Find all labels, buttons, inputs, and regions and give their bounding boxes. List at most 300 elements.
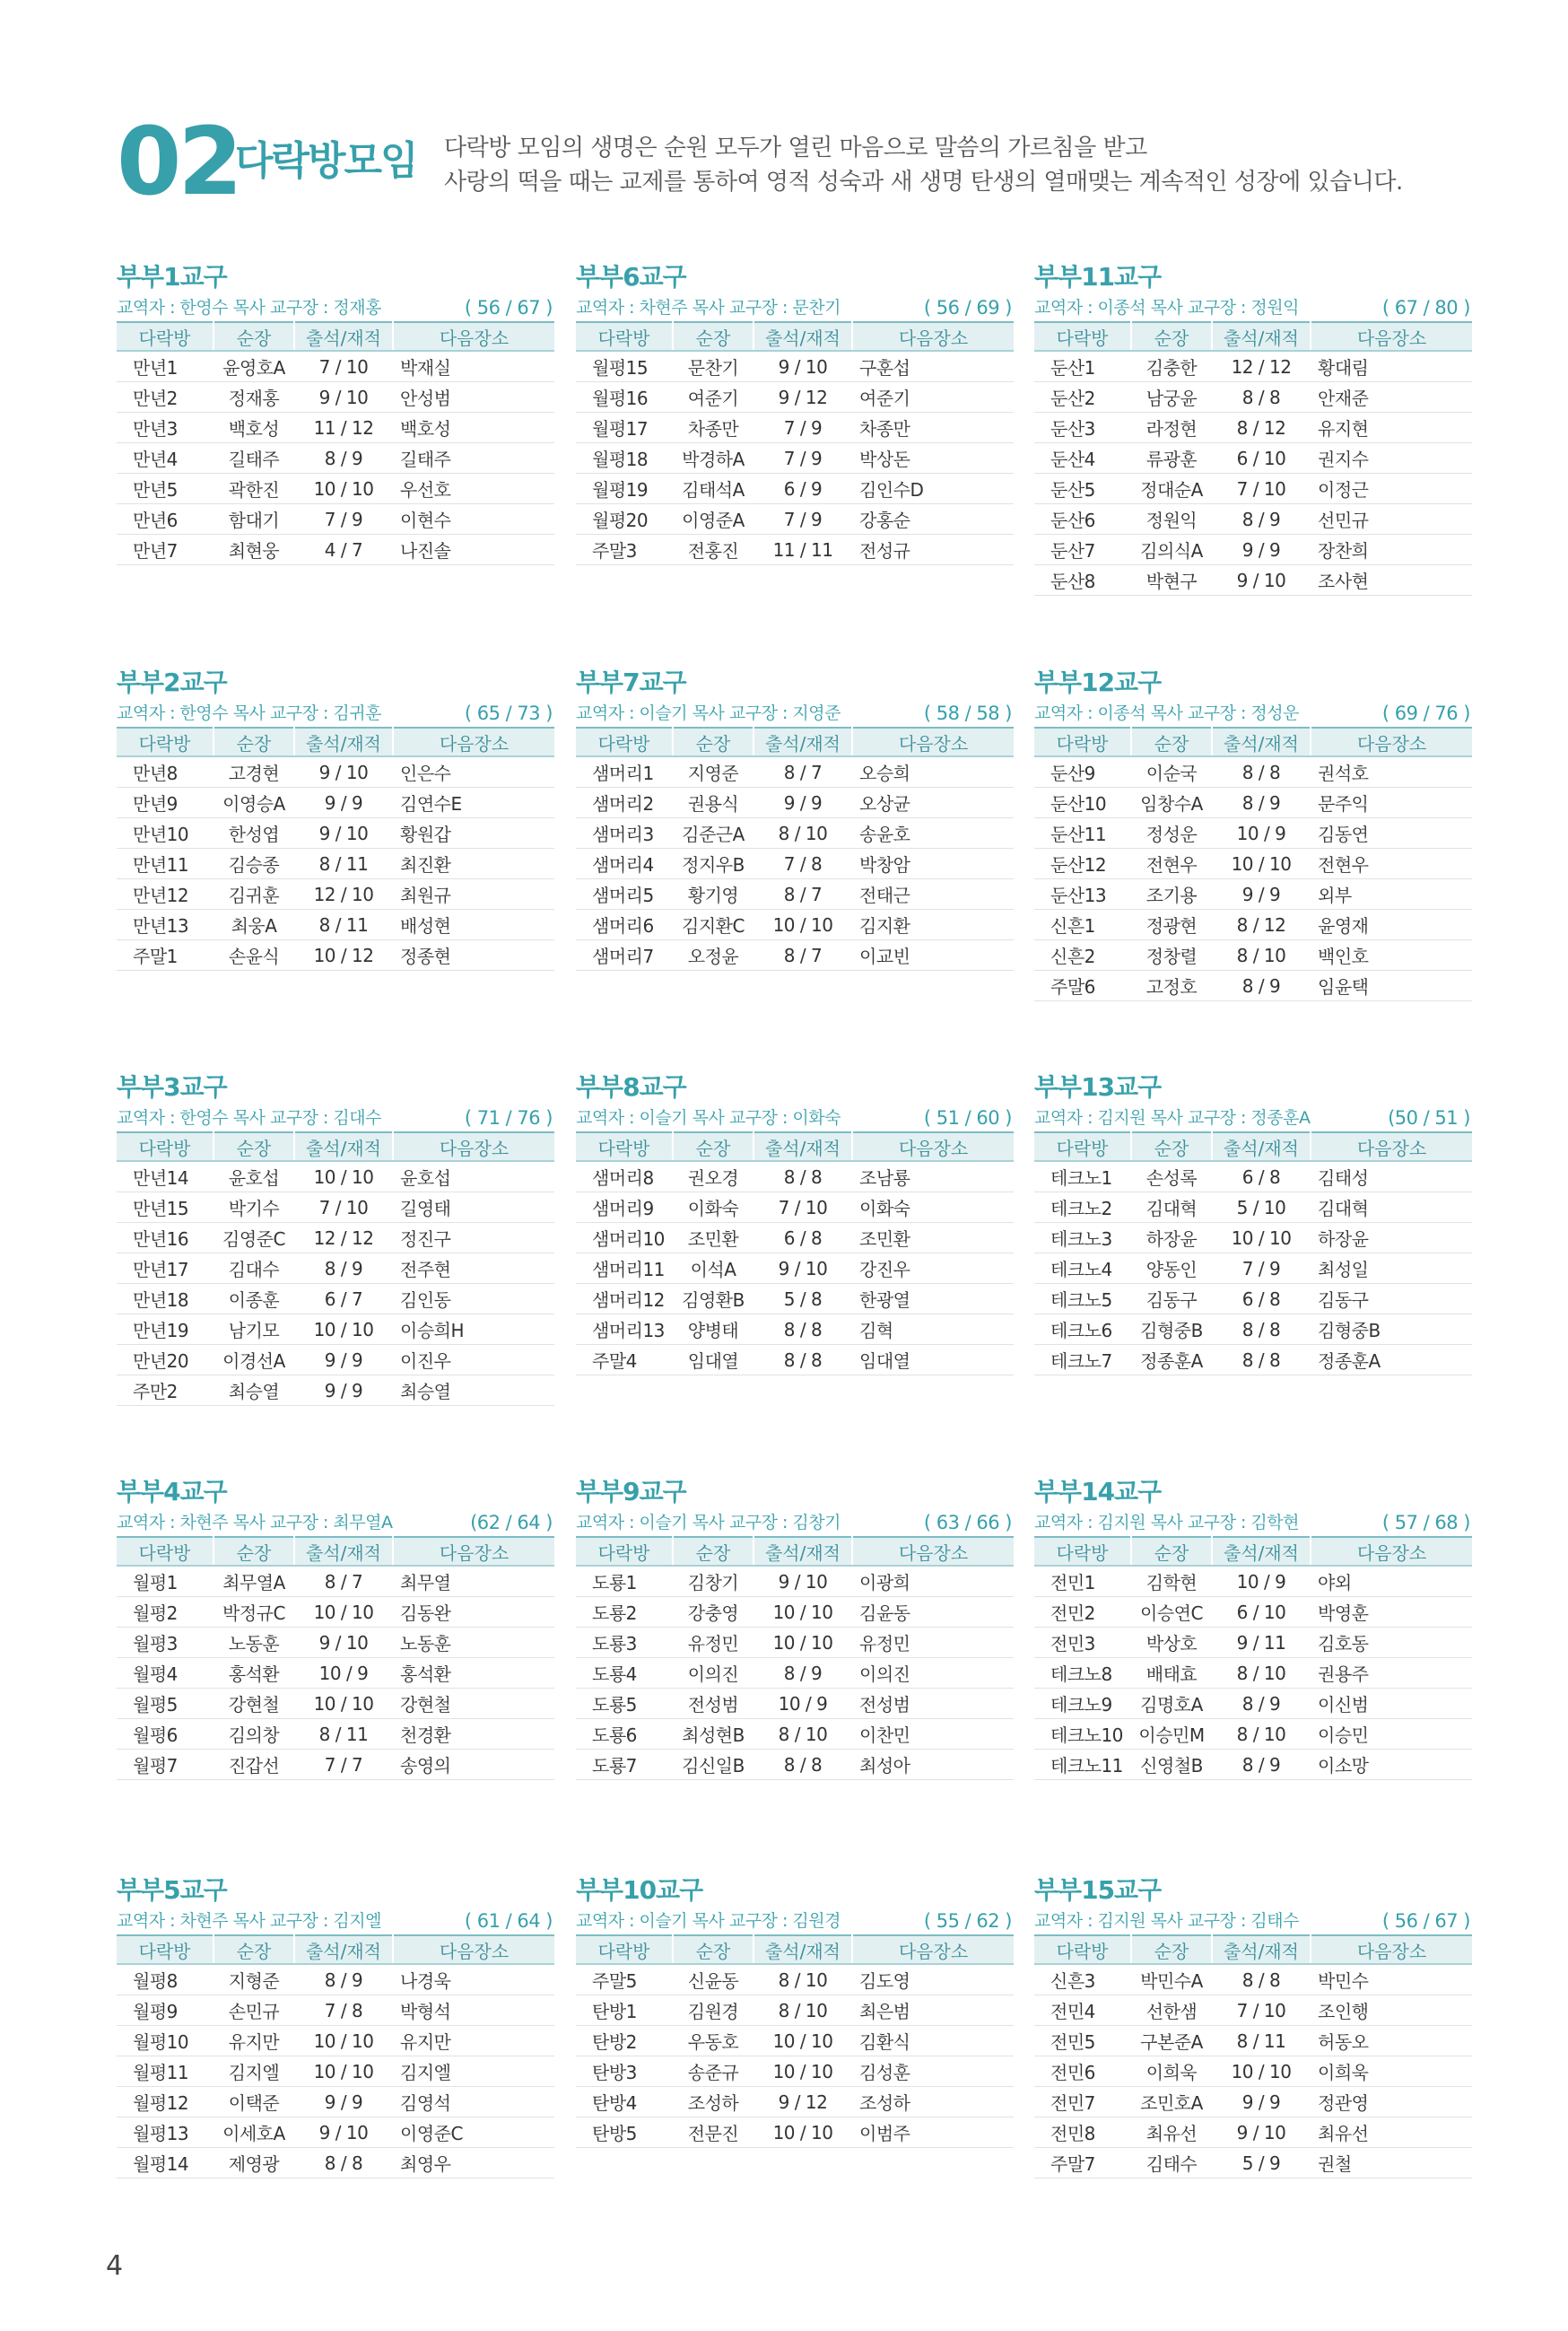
room-cell: 테크노4 — [1034, 1253, 1131, 1284]
next-venue-cell: 박영훈 — [1311, 1597, 1472, 1628]
attendance-cell: 10 / 10 — [294, 1314, 393, 1345]
leader-cell: 조성하 — [673, 2087, 754, 2117]
next-venue-cell: 이영준C — [393, 2117, 554, 2148]
column-header: 출석/재적 — [754, 1537, 852, 1566]
room-cell: 만년19 — [117, 1314, 213, 1345]
leader-cell: 김귀훈 — [213, 879, 294, 910]
next-venue-cell: 김호동 — [1311, 1628, 1472, 1658]
column-header: 출석/재적 — [1212, 1132, 1311, 1161]
room-cell: 전민6 — [1034, 2056, 1131, 2087]
leader-cell: 이의진 — [673, 1658, 754, 1689]
group-meta — [117, 294, 554, 321]
attendance-cell: 10 / 9 — [1212, 818, 1311, 849]
leader-cell: 김영준C — [213, 1223, 294, 1253]
table-row — [117, 879, 554, 910]
table-row — [576, 940, 1014, 971]
leader-cell: 임대열 — [673, 1345, 754, 1375]
group-table — [117, 321, 554, 565]
attendance-cell: 7 / 9 — [1212, 1253, 1311, 1284]
attendance-cell: 8 / 11 — [294, 910, 393, 940]
group-staff: 교역자 : 김지원 목사 교구장 : 김태수 — [1034, 1911, 1299, 1931]
leader-cell: 김태석A — [673, 474, 754, 504]
next-venue-cell: 김인수D — [852, 474, 1014, 504]
column-header: 다음장소 — [393, 1537, 554, 1566]
group-title: 부부7교구 — [576, 668, 686, 697]
attendance-cell: 8 / 7 — [754, 879, 852, 910]
leader-cell: 박상호 — [1131, 1628, 1212, 1658]
next-venue-cell: 조민환 — [852, 1223, 1014, 1253]
table-row — [576, 351, 1014, 382]
group-staff: 교역자 : 이종석 목사 교구장 : 정성운 — [1034, 703, 1299, 723]
next-venue-cell: 강진우 — [852, 1253, 1014, 1284]
table-row — [117, 788, 554, 818]
group-block — [1034, 260, 1472, 596]
table-row — [576, 1161, 1014, 1192]
group-block — [1034, 666, 1472, 1001]
column-header: 다음장소 — [852, 728, 1014, 756]
leader-cell: 김원경 — [673, 1995, 754, 2026]
group-staff: 교역자 : 한영수 목사 교구장 : 정재홍 — [117, 298, 381, 318]
next-venue-cell: 윤호섭 — [393, 1161, 554, 1192]
table-row — [576, 1750, 1014, 1780]
attendance-cell: 11 / 12 — [294, 413, 393, 443]
column-header: 다락방 — [117, 728, 213, 756]
table-row — [1034, 443, 1472, 474]
group-block — [576, 260, 1014, 565]
group-block — [117, 666, 554, 971]
table-header-row — [1034, 1537, 1472, 1566]
next-venue-cell: 정종훈A — [1311, 1345, 1472, 1375]
next-venue-cell: 천경환 — [393, 1719, 554, 1750]
leader-cell: 제영광 — [213, 2148, 294, 2178]
table-row — [117, 1192, 554, 1223]
column-header: 다음장소 — [1311, 1537, 1472, 1566]
next-venue-cell: 이소망 — [1311, 1750, 1472, 1780]
room-cell: 만년6 — [117, 504, 213, 535]
column-header: 순장 — [673, 728, 754, 756]
room-cell: 월평12 — [117, 2087, 213, 2117]
room-cell: 둔산3 — [1034, 413, 1131, 443]
column-header: 출석/재적 — [1212, 1537, 1311, 1566]
table-row — [1034, 971, 1472, 1001]
group-meta — [576, 1908, 1014, 1934]
table-row — [117, 1375, 554, 1406]
group-staff: 교역자 : 이슬기 목사 교구장 : 김원경 — [576, 1911, 841, 1931]
attendance-cell: 10 / 10 — [1212, 849, 1311, 879]
room-cell: 둔산8 — [1034, 565, 1131, 596]
room-cell: 월평20 — [576, 504, 673, 535]
table-row — [576, 879, 1014, 910]
column-header: 다락방 — [117, 1132, 213, 1161]
table-row — [576, 1284, 1014, 1314]
group-table — [576, 1536, 1014, 1780]
leader-cell: 김지환C — [673, 910, 754, 940]
attendance-cell: 12 / 10 — [294, 879, 393, 910]
leader-cell: 정대순A — [1131, 474, 1212, 504]
attendance-cell: 6 / 8 — [1212, 1284, 1311, 1314]
room-cell: 전민3 — [1034, 1628, 1131, 1658]
leader-cell: 한성엽 — [213, 818, 294, 849]
group-attendance-total: ( 56 / 69 ) — [923, 297, 1012, 319]
leader-cell: 이경선A — [213, 1345, 294, 1375]
leader-cell: 윤영호A — [213, 351, 294, 382]
leader-cell: 남기모 — [213, 1314, 294, 1345]
table-row — [117, 2026, 554, 2056]
column-header: 다락방 — [1034, 1132, 1131, 1161]
leader-cell: 전문진 — [673, 2117, 754, 2148]
group-title: 부부10교구 — [576, 1875, 703, 1905]
room-cell: 월평8 — [117, 1964, 213, 1995]
room-cell: 주말4 — [576, 1345, 673, 1375]
table-row — [117, 2087, 554, 2117]
room-cell: 탄방5 — [576, 2117, 673, 2148]
attendance-cell: 8 / 9 — [294, 443, 393, 474]
group-title: 부부14교구 — [1034, 1477, 1162, 1506]
table-row — [1034, 1689, 1472, 1719]
attendance-cell: 6 / 8 — [1212, 1161, 1311, 1192]
next-venue-cell: 유정민 — [852, 1628, 1014, 1658]
group-staff: 교역자 : 이슬기 목사 교구장 : 김창기 — [576, 1513, 841, 1532]
attendance-cell: 8 / 9 — [1212, 788, 1311, 818]
table-row — [1034, 565, 1472, 596]
next-venue-cell: 권지수 — [1311, 443, 1472, 474]
next-venue-cell: 이희욱 — [1311, 2056, 1472, 2087]
group-staff: 교역자 : 김지원 목사 교구장 : 김학현 — [1034, 1513, 1299, 1532]
attendance-cell: 9 / 9 — [1212, 2087, 1311, 2117]
attendance-cell: 7 / 10 — [294, 351, 393, 382]
group-table — [576, 321, 1014, 565]
leader-cell: 김의식A — [1131, 535, 1212, 565]
group-meta — [1034, 1908, 1472, 1934]
table-row — [576, 2056, 1014, 2087]
leader-cell: 박정규C — [213, 1597, 294, 1628]
column-header: 출석/재적 — [754, 1935, 852, 1964]
attendance-cell: 9 / 9 — [754, 788, 852, 818]
room-cell: 둔산7 — [1034, 535, 1131, 565]
room-cell: 만년11 — [117, 849, 213, 879]
next-venue-cell: 조사현 — [1311, 565, 1472, 596]
leader-cell: 여준기 — [673, 382, 754, 413]
room-cell: 만년17 — [117, 1253, 213, 1284]
attendance-cell: 10 / 12 — [294, 940, 393, 971]
group-meta — [576, 1104, 1014, 1131]
leader-cell: 라정현 — [1131, 413, 1212, 443]
table-row — [576, 413, 1014, 443]
table-row — [576, 535, 1014, 565]
column-header: 출석/재적 — [294, 322, 393, 351]
next-venue-cell: 김환식 — [852, 2026, 1014, 2056]
attendance-cell: 7 / 8 — [754, 849, 852, 879]
leader-cell: 김형중B — [1131, 1314, 1212, 1345]
attendance-cell: 8 / 10 — [754, 1995, 852, 2026]
leader-cell: 오정윤 — [673, 940, 754, 971]
attendance-cell: 8 / 9 — [1212, 1689, 1311, 1719]
next-venue-cell: 이정근 — [1311, 474, 1472, 504]
group-attendance-total: (62 / 64 ) — [470, 1512, 553, 1533]
room-cell: 둔산5 — [1034, 474, 1131, 504]
attendance-cell: 8 / 10 — [1212, 940, 1311, 971]
next-venue-cell: 김지엘 — [393, 2056, 554, 2087]
leader-cell: 강충영 — [673, 1597, 754, 1628]
attendance-cell: 9 / 9 — [1212, 879, 1311, 910]
table-row — [576, 818, 1014, 849]
group-staff: 교역자 : 이슬기 목사 교구장 : 지영준 — [576, 703, 841, 723]
attendance-cell: 9 / 9 — [1212, 535, 1311, 565]
group-title: 부부5교구 — [117, 1875, 227, 1905]
table-row — [1034, 1658, 1472, 1689]
room-cell: 샘머리4 — [576, 849, 673, 879]
leader-cell: 정창렬 — [1131, 940, 1212, 971]
table-row — [1034, 756, 1472, 788]
room-cell: 둔산1 — [1034, 351, 1131, 382]
table-row — [117, 1750, 554, 1780]
attendance-cell: 9 / 10 — [1212, 2117, 1311, 2148]
attendance-cell: 10 / 10 — [1212, 1223, 1311, 1253]
leader-cell: 길태주 — [213, 443, 294, 474]
column-header: 다음장소 — [852, 1935, 1014, 1964]
group-attendance-total: ( 56 / 67 ) — [464, 297, 553, 319]
room-cell: 만년7 — [117, 535, 213, 565]
table-row — [576, 474, 1014, 504]
group-table — [117, 1934, 554, 2178]
room-cell: 도룡1 — [576, 1566, 673, 1597]
table-row — [576, 1719, 1014, 1750]
next-venue-cell: 백인호 — [1311, 940, 1472, 971]
leader-cell: 손민규 — [213, 1995, 294, 2026]
next-venue-cell: 전성범 — [852, 1689, 1014, 1719]
room-cell: 주말5 — [576, 1964, 673, 1995]
leader-cell: 황기영 — [673, 879, 754, 910]
table-row — [117, 2148, 554, 2178]
table-row — [576, 1314, 1014, 1345]
table-row — [576, 1192, 1014, 1223]
next-venue-cell: 김동완 — [393, 1597, 554, 1628]
column-header: 순장 — [1131, 728, 1212, 756]
column-header: 순장 — [1131, 1537, 1212, 1566]
attendance-cell: 8 / 10 — [754, 818, 852, 849]
next-venue-cell: 인은수 — [393, 756, 554, 788]
column-header: 출석/재적 — [754, 322, 852, 351]
next-venue-cell: 전성규 — [852, 535, 1014, 565]
group-meta — [576, 294, 1014, 321]
next-venue-cell: 정종현 — [393, 940, 554, 971]
attendance-cell: 10 / 9 — [294, 1658, 393, 1689]
next-venue-cell: 김연수E — [393, 788, 554, 818]
leader-cell: 권용식 — [673, 788, 754, 818]
attendance-cell: 9 / 12 — [754, 2087, 852, 2117]
column-header: 다락방 — [1034, 1537, 1131, 1566]
leader-cell: 정종훈A — [1131, 1345, 1212, 1375]
table-row — [1034, 818, 1472, 849]
next-venue-cell: 유지만 — [393, 2026, 554, 2056]
leader-cell: 양병태 — [673, 1314, 754, 1345]
attendance-cell: 8 / 7 — [754, 756, 852, 788]
leader-cell: 이화숙 — [673, 1192, 754, 1223]
leader-cell: 신윤동 — [673, 1964, 754, 1995]
next-venue-cell: 여준기 — [852, 382, 1014, 413]
column-header: 다락방 — [576, 1935, 673, 1964]
group-title: 부부12교구 — [1034, 668, 1162, 697]
column-header: 다음장소 — [852, 1537, 1014, 1566]
leader-cell: 문찬기 — [673, 351, 754, 382]
next-venue-cell: 최영우 — [393, 2148, 554, 2178]
room-cell: 테크노1 — [1034, 1161, 1131, 1192]
table-row — [576, 443, 1014, 474]
next-venue-cell: 최성일 — [1311, 1253, 1472, 1284]
attendance-cell: 8 / 8 — [754, 1345, 852, 1375]
column-header: 순장 — [1131, 1132, 1212, 1161]
table-row — [576, 504, 1014, 535]
attendance-cell: 8 / 8 — [1212, 1314, 1311, 1345]
group-title: 부부9교구 — [576, 1477, 686, 1506]
group-title: 부부11교구 — [1034, 262, 1162, 292]
table-row — [117, 1566, 554, 1597]
next-venue-cell: 황대림 — [1311, 351, 1472, 382]
attendance-cell: 7 / 9 — [294, 504, 393, 535]
room-cell: 도룡3 — [576, 1628, 673, 1658]
table-row — [1034, 1223, 1472, 1253]
group-attendance-total: ( 61 / 64 ) — [464, 1910, 553, 1932]
attendance-cell: 10 / 10 — [294, 474, 393, 504]
room-cell: 만년18 — [117, 1284, 213, 1314]
attendance-cell: 8 / 9 — [1212, 1750, 1311, 1780]
next-venue-cell: 최진환 — [393, 849, 554, 879]
table-row — [117, 1719, 554, 1750]
table-row — [1034, 1597, 1472, 1628]
room-cell: 만년1 — [117, 351, 213, 382]
room-cell: 월평6 — [117, 1719, 213, 1750]
next-venue-cell: 홍석환 — [393, 1658, 554, 1689]
next-venue-cell: 허동오 — [1311, 2026, 1472, 2056]
group-table — [117, 727, 554, 971]
leader-cell: 유지만 — [213, 2026, 294, 2056]
leader-cell: 전홍진 — [673, 535, 754, 565]
next-venue-cell: 권철 — [1311, 2148, 1472, 2178]
group-meta — [576, 700, 1014, 727]
leader-cell: 손윤식 — [213, 940, 294, 971]
group-table — [117, 1131, 554, 1406]
leader-cell: 고경현 — [213, 756, 294, 788]
attendance-cell: 10 / 10 — [754, 2026, 852, 2056]
next-venue-cell: 장찬희 — [1311, 535, 1472, 565]
attendance-cell: 8 / 8 — [754, 1314, 852, 1345]
attendance-cell: 10 / 10 — [754, 2117, 852, 2148]
attendance-cell: 5 / 8 — [754, 1284, 852, 1314]
column-header: 출석/재적 — [754, 1132, 852, 1161]
next-venue-cell: 이현수 — [393, 504, 554, 535]
room-cell: 월평19 — [576, 474, 673, 504]
table-row — [1034, 535, 1472, 565]
room-cell: 테크노8 — [1034, 1658, 1131, 1689]
room-cell: 둔산11 — [1034, 818, 1131, 849]
group-meta — [1034, 1509, 1472, 1536]
column-header: 다음장소 — [1311, 728, 1472, 756]
leader-cell: 최유선 — [1131, 2117, 1212, 2148]
room-cell: 월평2 — [117, 1597, 213, 1628]
attendance-cell: 8 / 8 — [754, 1750, 852, 1780]
leader-cell: 김영환B — [673, 1284, 754, 1314]
table-row — [117, 1284, 554, 1314]
next-venue-cell: 정관영 — [1311, 2087, 1472, 2117]
next-venue-cell: 윤영재 — [1311, 910, 1472, 940]
column-header: 다음장소 — [393, 1132, 554, 1161]
leader-cell: 이희욱 — [1131, 2056, 1212, 2087]
next-venue-cell: 이신범 — [1311, 1689, 1472, 1719]
room-cell: 전민2 — [1034, 1597, 1131, 1628]
next-venue-cell: 김인동 — [393, 1284, 554, 1314]
room-cell: 월평16 — [576, 382, 673, 413]
table-row — [1034, 2087, 1472, 2117]
table-row — [117, 1314, 554, 1345]
next-venue-cell: 야외 — [1311, 1566, 1472, 1597]
attendance-cell: 6 / 7 — [294, 1284, 393, 1314]
next-venue-cell: 김도영 — [852, 1964, 1014, 1995]
next-venue-cell: 구훈섭 — [852, 351, 1014, 382]
table-row — [576, 1597, 1014, 1628]
next-venue-cell: 이찬민 — [852, 1719, 1014, 1750]
leader-cell: 이영승A — [213, 788, 294, 818]
group-block — [1034, 1070, 1472, 1375]
leader-cell: 노동훈 — [213, 1628, 294, 1658]
table-row — [117, 1597, 554, 1628]
group-attendance-total: ( 56 / 67 ) — [1381, 1910, 1470, 1932]
next-venue-cell: 하장윤 — [1311, 1223, 1472, 1253]
attendance-cell: 6 / 10 — [1212, 443, 1311, 474]
room-cell: 샘머리7 — [576, 940, 673, 971]
leader-cell: 김명호A — [1131, 1689, 1212, 1719]
leader-cell: 함대기 — [213, 504, 294, 535]
leader-cell: 박민수A — [1131, 1964, 1212, 1995]
table-row — [117, 504, 554, 535]
next-venue-cell: 우선호 — [393, 474, 554, 504]
next-venue-cell: 최성아 — [852, 1750, 1014, 1780]
table-row — [117, 818, 554, 849]
group-block — [576, 1873, 1014, 2148]
intro-line-1: 다락방 모임의 생명은 순원 모두가 열린 마음으로 말씀의 가르침을 받고 — [444, 135, 1147, 162]
column-header: 순장 — [213, 728, 294, 756]
room-cell: 도룡6 — [576, 1719, 673, 1750]
leader-cell: 김대수 — [213, 1253, 294, 1284]
group-meta — [1034, 700, 1472, 727]
column-header: 순장 — [673, 1935, 754, 1964]
table-row — [576, 1223, 1014, 1253]
table-row — [1034, 849, 1472, 879]
table-row — [576, 2117, 1014, 2148]
room-cell: 둔산6 — [1034, 504, 1131, 535]
leader-cell: 최무열A — [213, 1566, 294, 1597]
next-venue-cell: 차종만 — [852, 413, 1014, 443]
attendance-cell: 10 / 10 — [294, 1161, 393, 1192]
room-cell: 주말3 — [576, 535, 673, 565]
next-venue-cell: 송윤호 — [852, 818, 1014, 849]
group-block — [1034, 1873, 1472, 2178]
room-cell: 주말7 — [1034, 2148, 1131, 2178]
next-venue-cell: 조인행 — [1311, 1995, 1472, 2026]
leader-cell: 이승민M — [1131, 1719, 1212, 1750]
attendance-cell: 9 / 10 — [754, 351, 852, 382]
page-header — [117, 107, 1462, 216]
attendance-cell: 8 / 11 — [1212, 2026, 1311, 2056]
group-block — [576, 1070, 1014, 1375]
attendance-cell: 9 / 9 — [294, 1375, 393, 1406]
table-row — [1034, 1161, 1472, 1192]
leader-cell: 지영준 — [673, 756, 754, 788]
room-cell: 탄방1 — [576, 1995, 673, 2026]
table-header-row — [576, 728, 1014, 756]
group-attendance-total: ( 65 / 73 ) — [464, 703, 553, 724]
table-header-row — [1034, 1132, 1472, 1161]
attendance-cell: 9 / 10 — [294, 818, 393, 849]
